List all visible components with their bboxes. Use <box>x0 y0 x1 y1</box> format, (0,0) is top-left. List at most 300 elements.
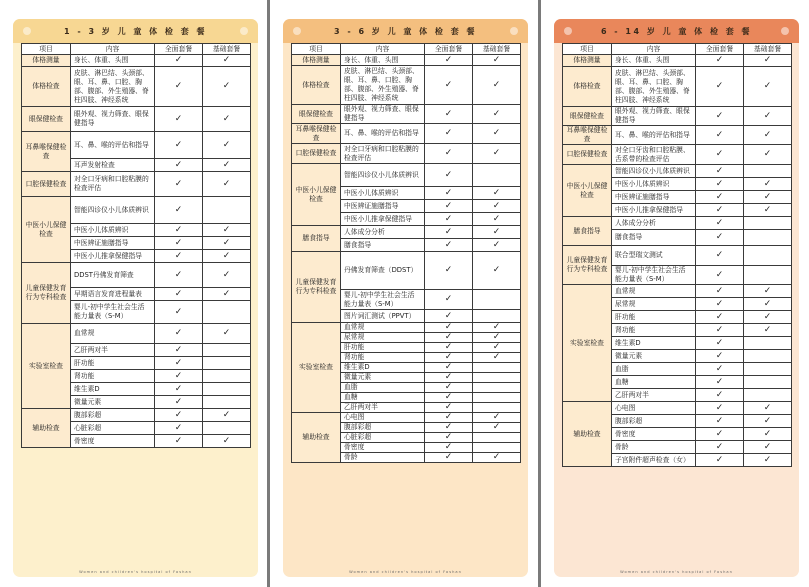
category-cell: 实验室检查 <box>563 285 612 402</box>
header-dot-icon <box>564 27 572 35</box>
basic-package-check <box>473 433 521 443</box>
full-package-check: ✓ <box>425 403 473 413</box>
basic-package-check: ✓ <box>744 145 792 165</box>
item-content-cell: 膳食指导 <box>612 230 696 246</box>
item-content-cell: 骨密度 <box>71 435 155 448</box>
item-content-cell: 婴儿-初中学生社会生活能力量表（S-M） <box>71 301 155 324</box>
full-package-check: ✓ <box>425 55 473 66</box>
table-row <box>563 246 792 266</box>
category-cell: 体格检查 <box>292 66 341 105</box>
hospital-footer: Women and children's hospital of Foshan <box>620 570 733 574</box>
full-package-check: ✓ <box>155 435 203 448</box>
basic-package-check: ✓ <box>744 415 792 428</box>
table-row <box>292 252 521 290</box>
full-package-check: ✓ <box>425 124 473 144</box>
item-content-cell: 中医小儿体质辨识 <box>71 224 155 237</box>
basic-package-check <box>203 422 251 435</box>
full-package-check: ✓ <box>696 217 744 230</box>
full-package-check: ✓ <box>425 323 473 333</box>
full-package-check: ✓ <box>155 132 203 159</box>
basic-package-check: ✓ <box>203 263 251 288</box>
basic-package-check <box>203 383 251 396</box>
basic-package-check: ✓ <box>473 124 521 144</box>
full-package-check: ✓ <box>155 370 203 383</box>
full-package-check: ✓ <box>155 288 203 301</box>
category-cell: 膳食指导 <box>292 226 341 252</box>
table-row <box>292 66 521 105</box>
column-header: 全面套餐 <box>696 44 744 55</box>
item-content-cell: 耳、鼻、喉的评估和指导 <box>71 132 155 159</box>
item-content-cell: 身长、体重、头围 <box>71 55 155 67</box>
basic-package-check <box>744 230 792 246</box>
item-content-cell: 血常规 <box>71 324 155 344</box>
full-package-check: ✓ <box>696 285 744 298</box>
full-package-check: ✓ <box>696 402 744 415</box>
item-content-cell: 智能四诊仪小儿体质辨识 <box>341 164 425 187</box>
item-content-cell: 膳食指导 <box>341 239 425 252</box>
full-package-check: ✓ <box>155 159 203 172</box>
basic-package-check: ✓ <box>473 105 521 124</box>
full-package-check: ✓ <box>425 200 473 213</box>
full-package-check: ✓ <box>425 353 473 363</box>
basic-package-check <box>473 363 521 373</box>
item-content-cell: 微量元素 <box>71 396 155 409</box>
full-package-check: ✓ <box>696 363 744 376</box>
column-header: 项目 <box>22 44 71 55</box>
basic-package-check: ✓ <box>744 311 792 324</box>
full-package-check: ✓ <box>425 164 473 187</box>
full-package-check: ✓ <box>696 165 744 178</box>
item-content-cell: 血常规 <box>341 323 425 333</box>
item-content-cell: 中医小儿推拿保健指导 <box>612 204 696 217</box>
full-package-check: ✓ <box>425 373 473 383</box>
item-content-cell: 中医小儿体质辨识 <box>612 178 696 191</box>
table-header-row <box>292 44 521 55</box>
table-row <box>292 144 521 164</box>
column-header: 内容 <box>71 44 155 55</box>
category-cell: 实验室检查 <box>22 324 71 409</box>
basic-package-check <box>744 376 792 389</box>
basic-package-check: ✓ <box>473 252 521 290</box>
category-cell: 辅助检查 <box>292 413 341 463</box>
full-package-check: ✓ <box>425 383 473 393</box>
item-content-cell: 人体成分分析 <box>612 217 696 230</box>
basic-package-check: ✓ <box>203 237 251 250</box>
full-package-check: ✓ <box>425 423 473 433</box>
item-content-cell: 肝功能 <box>341 343 425 353</box>
full-package-check: ✓ <box>696 350 744 363</box>
full-package-check: ✓ <box>696 311 744 324</box>
basic-package-check: ✓ <box>203 409 251 422</box>
header-dot-icon <box>23 27 31 35</box>
category-cell: 体格测量 <box>292 55 341 66</box>
item-content-cell: 骨龄 <box>612 441 696 454</box>
item-content-cell: 身长、体重、头围 <box>612 55 696 67</box>
item-content-cell: 皮肤、淋巴结、头颈部、眼、耳、鼻、口腔、胸部、腹部、外生殖器、脊柱四肢、神经系统 <box>612 67 696 107</box>
item-content-cell: 中医小儿体质辨识 <box>341 187 425 200</box>
item-content-cell: 耳、鼻、喉的评估和指导 <box>612 126 696 145</box>
table-row <box>292 105 521 124</box>
basic-package-check: ✓ <box>744 324 792 337</box>
basic-package-check: ✓ <box>203 172 251 197</box>
package-panel-1-3 <box>13 19 258 577</box>
basic-package-check <box>203 357 251 370</box>
basic-package-check: ✓ <box>473 423 521 433</box>
item-content-cell: 肝功能 <box>71 357 155 370</box>
category-cell: 膳食指导 <box>563 217 612 246</box>
full-package-check: ✓ <box>155 301 203 324</box>
basic-package-check: ✓ <box>744 191 792 204</box>
full-package-check: ✓ <box>155 422 203 435</box>
category-cell: 耳鼻喉保健检查 <box>563 126 612 145</box>
basic-package-check <box>203 344 251 357</box>
full-package-check: ✓ <box>696 55 744 67</box>
table-row <box>563 285 792 298</box>
category-cell: 耳鼻喉保健检查 <box>22 132 71 172</box>
item-content-cell: 耳声发射检查 <box>71 159 155 172</box>
panel-header <box>554 19 799 43</box>
table-row <box>22 107 251 132</box>
header-dot-icon <box>240 27 248 35</box>
full-package-check: ✓ <box>696 324 744 337</box>
table-header-row <box>22 44 251 55</box>
item-content-cell: DDST丹佛发育筛查 <box>71 263 155 288</box>
column-header: 全面套餐 <box>155 44 203 55</box>
item-content-cell: 心电图 <box>612 402 696 415</box>
table-row <box>563 67 792 107</box>
header-dot-icon <box>510 27 518 35</box>
item-content-cell: 微量元素 <box>341 373 425 383</box>
full-package-check: ✓ <box>425 453 473 463</box>
full-package-check: ✓ <box>696 230 744 246</box>
item-content-cell: 婴儿-初中学生社会生活能力量表（S-M） <box>612 266 696 285</box>
item-content-cell: 腹部彩超 <box>612 415 696 428</box>
basic-package-check: ✓ <box>203 107 251 132</box>
full-package-check: ✓ <box>155 250 203 263</box>
basic-package-check: ✓ <box>744 204 792 217</box>
basic-package-check: ✓ <box>203 224 251 237</box>
category-cell: 中医小儿保健检查 <box>22 197 71 263</box>
basic-package-check: ✓ <box>203 159 251 172</box>
category-cell: 眼保健检查 <box>22 107 71 132</box>
item-content-cell: 微量元素 <box>612 350 696 363</box>
item-content-cell: 心电图 <box>341 413 425 423</box>
full-package-check: ✓ <box>696 246 744 266</box>
category-cell: 中医小儿保健检查 <box>563 165 612 217</box>
basic-package-check <box>473 373 521 383</box>
basic-package-check <box>203 370 251 383</box>
item-content-cell: 皮肤、淋巴结、头颈部、眼、耳、鼻、口腔、胸部、腹部、外生殖器、脊柱四肢、神经系统 <box>71 67 155 107</box>
category-cell: 辅助检查 <box>22 409 71 448</box>
table-row <box>22 324 251 344</box>
category-cell: 辅助检查 <box>563 402 612 467</box>
full-package-check: ✓ <box>155 107 203 132</box>
item-content-cell: 早期语言发育进程量表 <box>71 288 155 301</box>
full-package-check: ✓ <box>425 290 473 310</box>
category-cell: 体格检查 <box>563 67 612 107</box>
basic-package-check: ✓ <box>473 213 521 226</box>
item-content-cell: 丹佛发育筛查（DDST） <box>341 252 425 290</box>
column-header: 基础套餐 <box>203 44 251 55</box>
full-package-check: ✓ <box>425 343 473 353</box>
item-content-cell: 子宫附件超声检查（女） <box>612 454 696 467</box>
table-row <box>292 226 521 239</box>
panel-title: 1 - 3 岁 儿 童 体 检 套 餐 <box>63 26 208 36</box>
full-package-check: ✓ <box>696 454 744 467</box>
item-content-cell: 乙肝两对半 <box>71 344 155 357</box>
basic-package-check: ✓ <box>473 226 521 239</box>
category-cell: 眼保健检查 <box>292 105 341 124</box>
full-package-check: ✓ <box>696 67 744 107</box>
package-table <box>291 43 521 463</box>
full-package-check: ✓ <box>155 237 203 250</box>
category-cell: 中医小儿保健检查 <box>292 164 341 226</box>
item-content-cell: 血糖 <box>612 376 696 389</box>
basic-package-check <box>473 383 521 393</box>
full-package-check: ✓ <box>155 344 203 357</box>
basic-package-check: ✓ <box>744 428 792 441</box>
item-content-cell: 婴儿-初中学生社会生活能力量表（S-M） <box>341 290 425 310</box>
item-content-cell: 腹部彩超 <box>71 409 155 422</box>
full-package-check: ✓ <box>425 310 473 323</box>
panel-separator <box>267 0 270 587</box>
basic-package-check: ✓ <box>473 323 521 333</box>
category-cell: 体格检查 <box>22 67 71 107</box>
full-package-check: ✓ <box>696 178 744 191</box>
table-row <box>292 124 521 144</box>
panel-header <box>283 19 528 43</box>
item-content-cell: 联合型瑞文测试 <box>612 246 696 266</box>
category-cell: 实验室检查 <box>292 323 341 413</box>
item-content-cell: 对全口牙病和口腔粘膜的检查评估 <box>341 144 425 164</box>
basic-package-check: ✓ <box>744 107 792 126</box>
item-content-cell: 智能四诊仪小儿体质辨识 <box>71 197 155 224</box>
table-row <box>22 409 251 422</box>
basic-package-check: ✓ <box>744 285 792 298</box>
item-content-cell: 尿常规 <box>341 333 425 343</box>
full-package-check: ✓ <box>155 396 203 409</box>
basic-package-check: ✓ <box>203 67 251 107</box>
table-row <box>563 217 792 230</box>
item-content-cell: 维生素D <box>71 383 155 396</box>
full-package-check: ✓ <box>696 337 744 350</box>
basic-package-check: ✓ <box>744 402 792 415</box>
basic-package-check: ✓ <box>473 200 521 213</box>
basic-package-check: ✓ <box>744 178 792 191</box>
basic-package-check: ✓ <box>203 435 251 448</box>
item-content-cell: 心脏彩超 <box>71 422 155 435</box>
full-package-check: ✓ <box>696 441 744 454</box>
basic-package-check: ✓ <box>473 66 521 105</box>
package-table <box>562 43 792 467</box>
panel-separator <box>538 0 541 587</box>
item-content-cell: 肾功能 <box>341 353 425 363</box>
column-header: 基础套餐 <box>473 44 521 55</box>
item-content-cell: 骨密度 <box>612 428 696 441</box>
full-package-check: ✓ <box>696 389 744 402</box>
category-cell: 耳鼻喉保健检查 <box>292 124 341 144</box>
item-content-cell: 血脂 <box>612 363 696 376</box>
column-header: 项目 <box>292 44 341 55</box>
item-content-cell: 心脏彩超 <box>341 433 425 443</box>
table-row <box>292 55 521 66</box>
item-content-cell: 肾功能 <box>71 370 155 383</box>
full-package-check: ✓ <box>425 363 473 373</box>
table-row <box>292 323 521 333</box>
table-row <box>22 55 251 67</box>
header-dot-icon <box>781 27 789 35</box>
table-row <box>292 413 521 423</box>
item-content-cell: 中医辨证施膳指导 <box>71 237 155 250</box>
full-package-check: ✓ <box>155 324 203 344</box>
item-content-cell: 眼外观、视力筛查、眼保健指导 <box>341 105 425 124</box>
table-row <box>22 197 251 224</box>
basic-package-check <box>473 290 521 310</box>
column-header: 全面套餐 <box>425 44 473 55</box>
full-package-check: ✓ <box>155 224 203 237</box>
item-content-cell: 耳、鼻、喉的评估和指导 <box>341 124 425 144</box>
basic-package-check <box>203 197 251 224</box>
item-content-cell: 肝功能 <box>612 311 696 324</box>
basic-package-check: ✓ <box>203 324 251 344</box>
basic-package-check <box>744 246 792 266</box>
item-content-cell: 肾功能 <box>612 324 696 337</box>
basic-package-check <box>473 403 521 413</box>
table-header-row <box>563 44 792 55</box>
full-package-check: ✓ <box>155 383 203 396</box>
item-content-cell: 智能四诊仪小儿体质辨识 <box>612 165 696 178</box>
basic-package-check: ✓ <box>203 288 251 301</box>
basic-package-check <box>744 389 792 402</box>
item-content-cell: 人体成分分析 <box>341 226 425 239</box>
full-package-check: ✓ <box>425 393 473 403</box>
full-package-check: ✓ <box>425 105 473 124</box>
basic-package-check: ✓ <box>473 343 521 353</box>
column-header: 项目 <box>563 44 612 55</box>
basic-package-check: ✓ <box>203 132 251 159</box>
full-package-check: ✓ <box>425 144 473 164</box>
full-package-check: ✓ <box>425 239 473 252</box>
full-package-check: ✓ <box>155 263 203 288</box>
item-content-cell: 血糖 <box>341 393 425 403</box>
item-content-cell: 图片词汇测试（PPVT） <box>341 310 425 323</box>
item-content-cell: 皮肤、淋巴结、头颈部、眼、耳、鼻、口腔、胸部、腹部、外生殖器、脊柱四肢、神经系统 <box>341 66 425 105</box>
item-content-cell: 血脂 <box>341 383 425 393</box>
item-content-cell: 乙肝两对半 <box>612 389 696 402</box>
item-content-cell: 对全口牙齿和口腔粘膜、舌系带的检查评估 <box>612 145 696 165</box>
item-content-cell: 中医小儿推拿保健指导 <box>341 213 425 226</box>
item-content-cell: 尿常规 <box>612 298 696 311</box>
table-row <box>563 402 792 415</box>
panel-title: 6 - 14 岁 儿 童 体 检 套 餐 <box>600 26 753 36</box>
full-package-check: ✓ <box>696 145 744 165</box>
basic-package-check <box>203 301 251 324</box>
full-package-check: ✓ <box>155 409 203 422</box>
category-cell: 口腔保健检查 <box>563 145 612 165</box>
full-package-check: ✓ <box>155 67 203 107</box>
panel-title: 3 - 6 岁 儿 童 体 检 套 餐 <box>333 26 478 36</box>
full-package-check: ✓ <box>696 126 744 145</box>
table-row <box>292 164 521 187</box>
table-row <box>22 263 251 288</box>
category-cell: 儿童保健发育行为专科检查 <box>292 252 341 323</box>
hospital-footer: Women and children's hospital of Foshan <box>349 570 462 574</box>
full-package-check: ✓ <box>696 415 744 428</box>
column-header: 内容 <box>612 44 696 55</box>
full-package-check: ✓ <box>696 107 744 126</box>
package-panel-3-6 <box>283 19 528 577</box>
basic-package-check: ✓ <box>473 55 521 66</box>
item-content-cell: 对全口牙病和口腔粘膜的检查评估 <box>71 172 155 197</box>
full-package-check: ✓ <box>696 191 744 204</box>
basic-package-check: ✓ <box>744 454 792 467</box>
panel-header <box>13 19 258 43</box>
package-panel-6-14 <box>554 19 799 577</box>
basic-package-check: ✓ <box>473 187 521 200</box>
category-cell: 口腔保健检查 <box>22 172 71 197</box>
basic-package-check: ✓ <box>473 239 521 252</box>
category-cell: 儿童保健发育行为专科检查 <box>22 263 71 324</box>
table-row <box>22 172 251 197</box>
category-cell: 口腔保健检查 <box>292 144 341 164</box>
table-row <box>563 145 792 165</box>
basic-package-check <box>744 337 792 350</box>
item-content-cell: 腹部彩超 <box>341 423 425 433</box>
basic-package-check <box>473 443 521 453</box>
full-package-check: ✓ <box>425 252 473 290</box>
full-package-check: ✓ <box>155 197 203 224</box>
basic-package-check: ✓ <box>473 453 521 463</box>
hospital-footer: Women and children's hospital of Foshan <box>79 570 192 574</box>
basic-package-check: ✓ <box>473 353 521 363</box>
basic-package-check: ✓ <box>744 67 792 107</box>
full-package-check: ✓ <box>425 413 473 423</box>
basic-package-check <box>203 396 251 409</box>
full-package-check: ✓ <box>155 172 203 197</box>
basic-package-check: ✓ <box>473 144 521 164</box>
category-cell: 眼保健检查 <box>563 107 612 126</box>
table-row <box>22 132 251 159</box>
basic-package-check <box>473 393 521 403</box>
item-content-cell: 血常规 <box>612 285 696 298</box>
basic-package-check <box>744 266 792 285</box>
full-package-check: ✓ <box>425 226 473 239</box>
item-content-cell: 眼外观、视力筛查、眼保健指导 <box>71 107 155 132</box>
full-package-check: ✓ <box>425 333 473 343</box>
basic-package-check: ✓ <box>473 333 521 343</box>
basic-package-check <box>744 363 792 376</box>
item-content-cell: 身长、体重、头围 <box>341 55 425 66</box>
basic-package-check <box>744 165 792 178</box>
category-cell: 儿童保健发育行为专科检查 <box>563 246 612 285</box>
item-content-cell: 骨密度 <box>341 443 425 453</box>
basic-package-check: ✓ <box>203 250 251 263</box>
table-row <box>22 67 251 107</box>
full-package-check: ✓ <box>696 204 744 217</box>
basic-package-check <box>473 310 521 323</box>
table-row <box>563 55 792 67</box>
item-content-cell: 维生素D <box>612 337 696 350</box>
full-package-check: ✓ <box>425 213 473 226</box>
table-row <box>563 165 792 178</box>
category-cell: 体格测量 <box>563 55 612 67</box>
category-cell: 体格测量 <box>22 55 71 67</box>
basic-package-check: ✓ <box>744 126 792 145</box>
column-header: 基础套餐 <box>744 44 792 55</box>
basic-package-check: ✓ <box>473 413 521 423</box>
item-content-cell: 中医小儿推拿保健指导 <box>71 250 155 263</box>
full-package-check: ✓ <box>425 433 473 443</box>
